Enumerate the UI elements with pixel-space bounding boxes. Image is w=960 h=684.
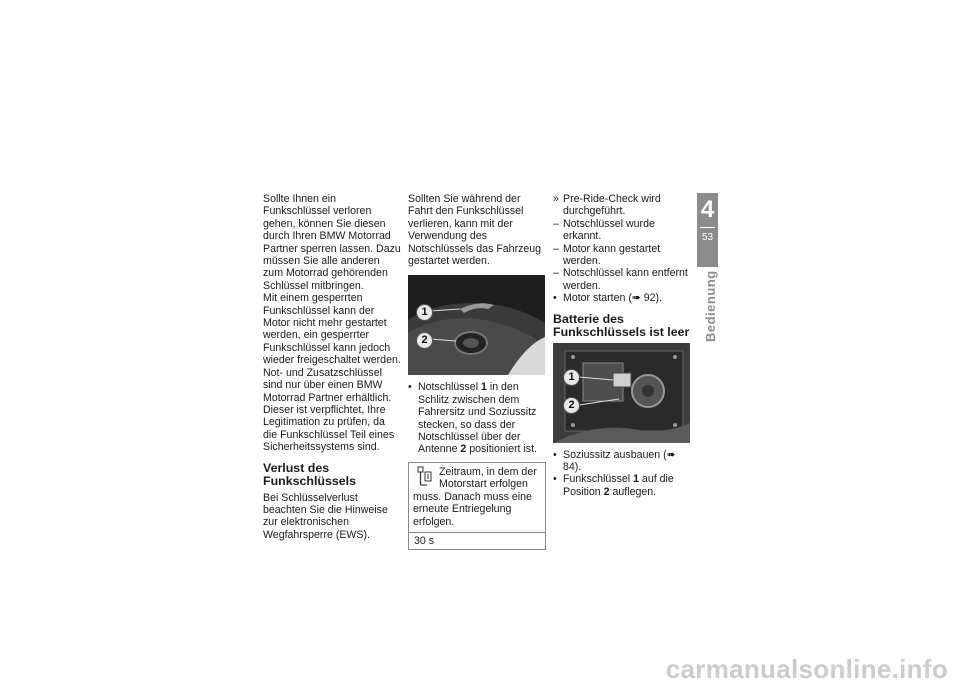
callout-2: 2 xyxy=(563,397,580,414)
column-middle xyxy=(408,193,546,550)
callout-1: 1 xyxy=(416,304,433,321)
result-list xyxy=(553,193,691,305)
bullet-text: in den Schlitz zwischen dem Fahrersitz und Soziussitz stecken, so dass der Notschlüssel über der Antenne xyxy=(418,381,537,456)
result-text: Motor starten (➠ 92). xyxy=(563,292,662,305)
result-mark: » xyxy=(553,193,559,205)
bullet-text: positioniert ist. xyxy=(466,443,537,456)
result-text: Notschlüssel wurde erkannt. xyxy=(563,217,655,243)
chapter-label: Bedienung xyxy=(703,270,718,342)
chapter-tab xyxy=(697,193,718,267)
step-text: Funkschlüssel xyxy=(563,473,634,486)
reference-number: 2 xyxy=(603,485,610,498)
note-value: 30 s xyxy=(409,532,545,549)
bullet-text: Notschlüssel xyxy=(418,381,481,394)
result-mark: – xyxy=(553,242,559,255)
list-item xyxy=(553,449,691,474)
result-mark: – xyxy=(553,217,559,230)
list-item xyxy=(553,267,691,292)
page-number: 53 xyxy=(701,232,714,243)
callout-2: 2 xyxy=(416,332,433,349)
list-item xyxy=(553,193,691,218)
step-text: auflegen. xyxy=(609,485,657,498)
seat-slot-illustration xyxy=(408,275,545,375)
list-item xyxy=(553,292,691,304)
paragraph-lock-key: Sollte Ihnen ein Funkschlüssel verloren gehen, können Sie diesen durch Ihren BMW Motorrad Partner sperren lassen. Dazu müssen Sie alle anderen zum Motorrad gehörenden Schlüssel mitbringen. xyxy=(263,193,401,292)
result-text: Pre-Ride-Check wird durchgeführt. xyxy=(563,193,661,218)
timing-note-box xyxy=(408,462,546,550)
paragraph-emergency-key: Not- und Zusatzschlüssel sind nur über einen BMW Motorrad Partner erhältlich. Dieser ist verpflichtet, Ihre Legitimation zu prüfen, da die Funkschlüssel Teil eines Sicherheitssystems sind. xyxy=(263,366,395,454)
list-item xyxy=(553,473,691,498)
paragraph-emergency-start: Sollten Sie während der Fahrt den Funkschlüssel verlieren, kann mit der Verwendung des Notschlüssels das Fahrzeug gestartet werden. xyxy=(408,193,542,268)
heading-key-loss: Verlust des Funkschlüssels xyxy=(263,460,356,488)
reference-number: 1 xyxy=(481,381,487,394)
list-item xyxy=(553,243,691,268)
reference-number: 2 xyxy=(460,443,467,456)
column-right xyxy=(553,193,691,498)
result-text: Motor kann gestartet werden. xyxy=(563,242,661,268)
chapter-number: 4 xyxy=(700,196,715,223)
result-mark: • xyxy=(553,292,557,305)
step-list xyxy=(553,449,691,499)
photo-battery-position xyxy=(553,343,690,443)
bullet-mark: • xyxy=(553,448,557,461)
stopwatch-icon xyxy=(417,466,433,486)
paragraph-ews: Bei Schlüsselverlust beachten Sie die Hinweise zur elektronischen Wegfahrsperre (EWS). xyxy=(263,491,388,541)
instruction-list xyxy=(408,381,546,455)
result-mark: – xyxy=(553,267,559,280)
photo-seat-slot xyxy=(408,275,545,375)
paragraph-locked-key: Mit einem gesperrten Funkschlüssel kann der Motor nicht mehr gestartet werden, ein gesperrter Funkschlüssel kann jedoch wieder freigeschaltet werden. xyxy=(263,292,401,367)
note-text: Zeitraum, in dem der Motorstart erfolgen muss. Danach muss eine erneute Entriegelung erfolgen. xyxy=(413,465,537,528)
list-item xyxy=(408,381,546,455)
reference-number: 1 xyxy=(633,473,639,486)
bullet-mark: • xyxy=(553,473,557,486)
heading-battery-empty: Batterie des Funkschlüssels ist leer xyxy=(553,311,690,339)
watermark: carmanualsonline.info xyxy=(665,653,948,684)
step-text: Soziussitz ausbauen (➠ 84). xyxy=(563,448,676,474)
list-item xyxy=(553,218,691,243)
column-left xyxy=(263,193,401,541)
bullet-mark: • xyxy=(408,381,412,394)
result-text: Notschlüssel kann entfernt werden. xyxy=(563,267,688,292)
callout-1: 1 xyxy=(563,369,580,386)
step-text: auf die Position xyxy=(563,473,674,498)
battery-position-illustration xyxy=(553,343,690,443)
